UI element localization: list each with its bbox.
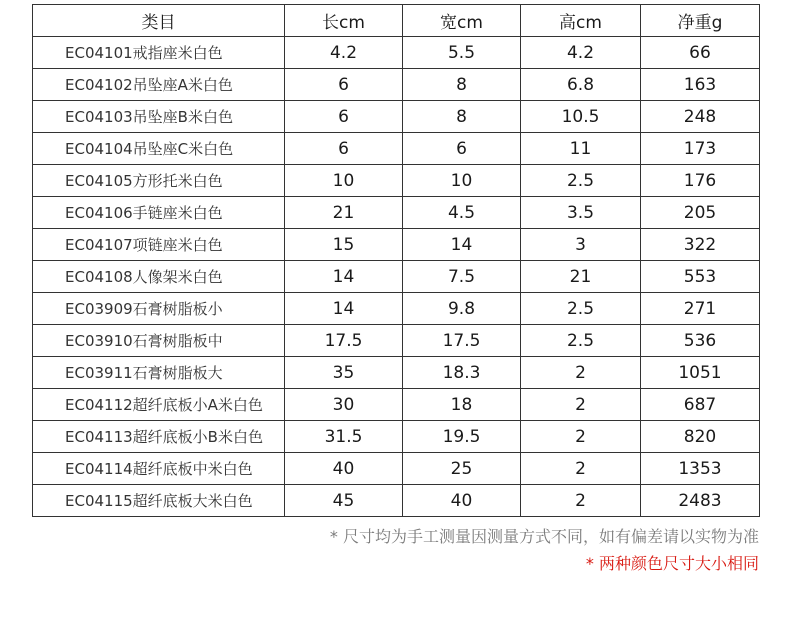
cell-name: EC04104吊坠座C米白色 <box>33 133 285 165</box>
cell-height: 2 <box>521 389 641 421</box>
header-width: 宽cm <box>403 5 521 37</box>
cell-width: 8 <box>403 69 521 101</box>
table-row <box>33 421 760 453</box>
cell-width: 9.8 <box>403 293 521 325</box>
cell-width: 5.5 <box>403 37 521 69</box>
cell-name: EC03909石膏树脂板小 <box>33 293 285 325</box>
table-row <box>33 69 760 101</box>
table-body <box>33 37 760 517</box>
table-row <box>33 389 760 421</box>
cell-length: 31.5 <box>285 421 403 453</box>
table-row <box>33 229 760 261</box>
cell-width: 18 <box>403 389 521 421</box>
cell-name: EC04112超纤底板小A米白色 <box>33 389 285 421</box>
cell-height: 11 <box>521 133 641 165</box>
cell-weight: 536 <box>641 325 760 357</box>
cell-weight: 176 <box>641 165 760 197</box>
table-row <box>33 133 760 165</box>
header-length: 长cm <box>285 5 403 37</box>
cell-name: EC04106手链座米白色 <box>33 197 285 229</box>
cell-length: 14 <box>285 261 403 293</box>
header-category: 类目 <box>33 5 285 37</box>
cell-width: 25 <box>403 453 521 485</box>
cell-length: 45 <box>285 485 403 517</box>
cell-name: EC04115超纤底板大米白色 <box>33 485 285 517</box>
cell-height: 6.8 <box>521 69 641 101</box>
cell-height: 2 <box>521 453 641 485</box>
cell-name: EC03910石膏树脂板中 <box>33 325 285 357</box>
cell-length: 30 <box>285 389 403 421</box>
table-row <box>33 453 760 485</box>
cell-width: 10 <box>403 165 521 197</box>
cell-weight: 248 <box>641 101 760 133</box>
cell-name: EC03911石膏树脂板大 <box>33 357 285 389</box>
cell-weight: 322 <box>641 229 760 261</box>
table-row <box>33 293 760 325</box>
cell-name: EC04108人像架米白色 <box>33 261 285 293</box>
table-row <box>33 357 760 389</box>
cell-height: 2.5 <box>521 165 641 197</box>
cell-name: EC04103吊坠座B米白色 <box>33 101 285 133</box>
cell-length: 15 <box>285 229 403 261</box>
cell-height: 2 <box>521 485 641 517</box>
cell-weight: 66 <box>641 37 760 69</box>
cell-name: EC04113超纤底板小B米白色 <box>33 421 285 453</box>
spec-table <box>32 4 760 517</box>
cell-length: 40 <box>285 453 403 485</box>
cell-width: 17.5 <box>403 325 521 357</box>
cell-length: 6 <box>285 133 403 165</box>
cell-length: 35 <box>285 357 403 389</box>
cell-name: EC04101戒指座米白色 <box>33 37 285 69</box>
cell-weight: 1051 <box>641 357 760 389</box>
cell-height: 2 <box>521 357 641 389</box>
cell-name: EC04105方形托米白色 <box>33 165 285 197</box>
cell-height: 2 <box>521 421 641 453</box>
cell-weight: 820 <box>641 421 760 453</box>
cell-height: 3.5 <box>521 197 641 229</box>
cell-width: 8 <box>403 101 521 133</box>
table-row <box>33 261 760 293</box>
cell-width: 6 <box>403 133 521 165</box>
cell-weight: 173 <box>641 133 760 165</box>
cell-length: 21 <box>285 197 403 229</box>
table-row <box>33 325 760 357</box>
cell-weight: 2483 <box>641 485 760 517</box>
cell-length: 17.5 <box>285 325 403 357</box>
table-header-row <box>33 5 760 37</box>
cell-height: 10.5 <box>521 101 641 133</box>
cell-length: 10 <box>285 165 403 197</box>
color-note: * 两种颜色尺寸大小相同 <box>585 554 759 573</box>
cell-height: 2.5 <box>521 325 641 357</box>
cell-name: EC04102吊坠座A米白色 <box>33 69 285 101</box>
cell-width: 40 <box>403 485 521 517</box>
cell-length: 4.2 <box>285 37 403 69</box>
cell-length: 6 <box>285 101 403 133</box>
cell-length: 6 <box>285 69 403 101</box>
measurement-note: * 尺寸均为手工测量因测量方式不同，如有偏差请以实物为准 <box>329 527 759 546</box>
cell-weight: 205 <box>641 197 760 229</box>
table-row <box>33 165 760 197</box>
header-height: 高cm <box>521 5 641 37</box>
cell-name: EC04107项链座米白色 <box>33 229 285 261</box>
cell-weight: 271 <box>641 293 760 325</box>
table-row <box>33 197 760 229</box>
cell-name: EC04114超纤底板中米白色 <box>33 453 285 485</box>
cell-height: 2.5 <box>521 293 641 325</box>
cell-width: 14 <box>403 229 521 261</box>
cell-height: 3 <box>521 229 641 261</box>
cell-weight: 687 <box>641 389 760 421</box>
cell-width: 7.5 <box>403 261 521 293</box>
table-row <box>33 37 760 69</box>
cell-weight: 163 <box>641 69 760 101</box>
cell-weight: 1353 <box>641 453 760 485</box>
cell-width: 4.5 <box>403 197 521 229</box>
cell-height: 21 <box>521 261 641 293</box>
cell-width: 18.3 <box>403 357 521 389</box>
table-row <box>33 101 760 133</box>
header-weight: 净重g <box>641 5 760 37</box>
cell-width: 19.5 <box>403 421 521 453</box>
cell-height: 4.2 <box>521 37 641 69</box>
cell-length: 14 <box>285 293 403 325</box>
table-row <box>33 485 760 517</box>
cell-weight: 553 <box>641 261 760 293</box>
